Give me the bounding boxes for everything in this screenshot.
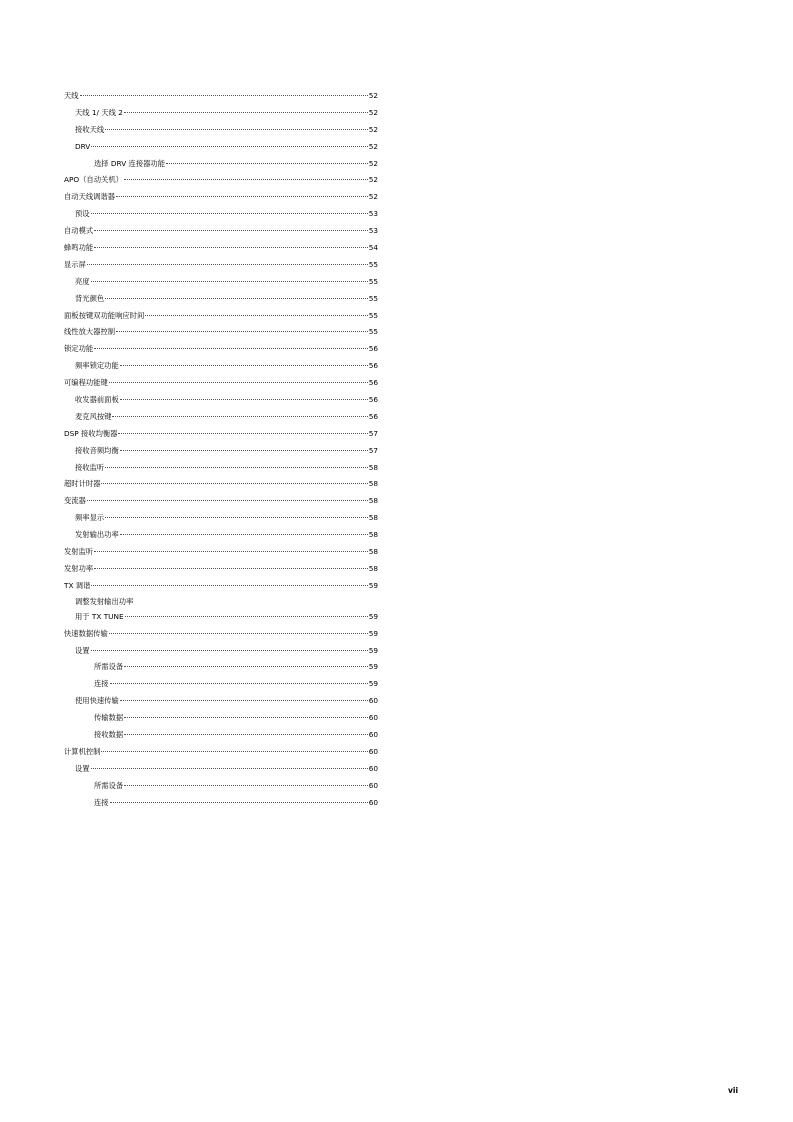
toc-dot-leader — [91, 768, 368, 769]
toc-dot-leader — [124, 179, 368, 180]
toc-entry[interactable] — [64, 510, 378, 527]
toc-entry-title: 天线 — [64, 91, 79, 100]
toc-entry-title: 快速数据传输 — [64, 628, 108, 638]
toc-entry-page: 55 — [368, 310, 378, 320]
toc-dot-leader — [124, 112, 368, 113]
toc-entry[interactable] — [64, 443, 378, 460]
toc-entry-page: 53 — [368, 226, 378, 236]
toc-entry-title: 接收监听 — [75, 462, 105, 472]
toc-entry-page: 56 — [368, 361, 378, 371]
toc-entry-page: 58 — [368, 462, 378, 472]
page-number: vii — [728, 1086, 739, 1095]
toc-entry[interactable] — [64, 308, 378, 325]
toc-entry[interactable] — [64, 676, 378, 693]
toc-entry-title: 计算机控制 — [64, 746, 101, 756]
toc-entry[interactable] — [64, 375, 378, 392]
toc-entry-page: 60 — [368, 797, 378, 807]
toc-entry-page: 52 — [368, 158, 378, 168]
toc-dot-leader — [101, 483, 367, 484]
toc-entry[interactable] — [64, 476, 378, 493]
toc-dot-leader — [91, 585, 367, 586]
toc-entry[interactable] — [64, 527, 378, 544]
toc-entry[interactable] — [64, 240, 378, 257]
toc-dot-leader — [145, 315, 367, 316]
toc-entry-title: 可编程功能键 — [64, 378, 108, 388]
toc-entry-page: 57 — [368, 445, 378, 455]
toc-entry-title: 传输数据 — [94, 713, 124, 723]
toc-entry-page: 56 — [368, 378, 378, 388]
toc-entry-page: 58 — [368, 547, 378, 557]
toc-entry-page: 57 — [368, 428, 378, 438]
toc-entry[interactable] — [64, 274, 378, 291]
toc-dot-leader — [118, 433, 367, 434]
toc-entry-page: 55 — [368, 327, 378, 337]
toc-entry-page: 60 — [368, 713, 378, 723]
toc-entry[interactable] — [64, 761, 378, 778]
toc-entry-page: 59 — [368, 611, 378, 621]
toc-entry-title: 收发器前面板 — [75, 395, 119, 405]
toc-entry-title: 天线 1/ 天线 2 — [75, 107, 123, 117]
toc-entry[interactable] — [64, 578, 378, 595]
toc-entry[interactable] — [64, 172, 378, 189]
toc-entry-page: 55 — [368, 259, 378, 269]
toc-dot-leader — [105, 129, 368, 130]
toc-dot-leader — [120, 365, 368, 366]
toc-entry-title: 亮度 — [75, 276, 90, 286]
toc-entry-page: 56 — [368, 395, 378, 405]
toc-entry-page: 52 — [368, 124, 378, 134]
toc-entry-page: 56 — [368, 411, 378, 421]
toc-entry[interactable] — [64, 626, 378, 643]
toc-dot-leader — [105, 517, 368, 518]
toc-entry-title: 使用快速传输 — [75, 696, 119, 706]
toc-entry-title: 自动天线调谐器 — [64, 192, 116, 202]
toc-dot-leader — [94, 247, 368, 248]
toc-entry[interactable] — [64, 358, 378, 375]
toc-entry-page: 60 — [368, 763, 378, 773]
toc-dot-leader — [124, 666, 368, 667]
toc-entry-title: 连接 — [94, 797, 109, 807]
toc-entry[interactable] — [64, 778, 378, 795]
toc-entry-title: 自动模式 — [64, 226, 94, 236]
toc-entry-page: 55 — [368, 276, 378, 286]
toc-entry-page: 58 — [368, 513, 378, 523]
toc-entry-title: DSP 接收均衡器 — [64, 428, 118, 438]
toc-entry[interactable] — [64, 544, 378, 561]
toc-entry[interactable] — [64, 409, 378, 426]
toc-entry-page: 60 — [368, 696, 378, 706]
toc-entry[interactable] — [64, 122, 378, 139]
toc-dot-leader — [94, 551, 368, 552]
toc-entry-page: 58 — [368, 563, 378, 573]
toc-entry[interactable] — [64, 223, 378, 240]
toc-entry-page: 52 — [368, 91, 378, 100]
toc-entry[interactable] — [64, 693, 378, 710]
toc-entry-title: 频率锁定功能 — [75, 361, 119, 371]
toc-entry-page: 52 — [368, 175, 378, 185]
toc-entry-page: 58 — [368, 496, 378, 506]
toc-entry[interactable] — [64, 659, 378, 676]
toc-entry-title: 发射输出功率 — [75, 530, 119, 540]
toc-entry-title: 接收数据 — [94, 729, 124, 739]
toc-entry-page: 52 — [368, 192, 378, 202]
toc-entry-title: 连接 — [94, 679, 109, 689]
toc-dot-leader — [87, 264, 368, 265]
toc-entry[interactable] — [64, 257, 378, 274]
toc-entry-page: 53 — [368, 209, 378, 219]
toc-entry[interactable] — [64, 609, 378, 626]
toc-entry-page: 59 — [368, 645, 378, 655]
toc-entry-title: 设置 — [75, 645, 90, 655]
toc-entry-page: 55 — [368, 293, 378, 303]
toc-entry-title: 麦克风按键 — [75, 411, 112, 421]
toc-dot-leader — [124, 717, 368, 718]
toc-dot-leader — [105, 467, 368, 468]
toc-dot-leader — [120, 399, 368, 400]
toc-entry-page: 58 — [368, 479, 378, 489]
toc-entry[interactable] — [64, 324, 378, 341]
toc-entry[interactable] — [64, 493, 378, 510]
toc-entry-page: 56 — [368, 344, 378, 354]
toc-dot-leader — [91, 281, 368, 282]
toc-entry-page: 52 — [368, 141, 378, 151]
toc-dot-leader — [91, 146, 367, 147]
toc-entry-page: 59 — [368, 628, 378, 638]
toc-entry[interactable] — [64, 595, 378, 609]
toc-dot-leader — [80, 95, 368, 96]
toc-dot-leader — [110, 683, 368, 684]
toc-dot-leader — [109, 633, 368, 634]
toc-entry-page: 52 — [368, 107, 378, 117]
toc-entry[interactable] — [64, 139, 378, 156]
toc-entry[interactable] — [64, 460, 378, 477]
toc-dot-leader — [166, 163, 368, 164]
toc-entry-title: 蜂鸣功能 — [64, 243, 94, 253]
toc-entry-title: 锁定功能 — [64, 344, 94, 354]
toc-entry-title: 发射监听 — [64, 547, 94, 557]
toc-entry[interactable] — [64, 744, 378, 761]
toc-entry-title: TX 调谐 — [64, 580, 91, 590]
toc-entry-page: 60 — [368, 780, 378, 790]
toc-dot-leader — [94, 568, 368, 569]
toc-entry[interactable] — [64, 643, 378, 660]
toc-entry-title: 预设 — [75, 209, 90, 219]
toc-dot-leader — [120, 450, 368, 451]
toc-entry[interactable] — [64, 710, 378, 727]
toc-dot-leader — [110, 802, 368, 803]
toc-dot-leader — [91, 650, 368, 651]
toc-entry-title: 接收天线 — [75, 124, 105, 134]
toc-entry-title: 选择 DRV 连接器功能 — [94, 158, 165, 168]
toc-dot-leader — [116, 196, 368, 197]
toc-entry[interactable] — [64, 392, 378, 409]
toc-entry[interactable] — [64, 88, 378, 105]
toc-entry-title: 显示屏 — [64, 259, 86, 269]
toc-entry-page: 59 — [368, 580, 378, 590]
toc-dot-leader — [124, 785, 368, 786]
toc-entry-page: 59 — [368, 662, 378, 672]
toc-entry-title: 调整发射输出功率 — [75, 596, 134, 606]
toc-entry-title: DRV — [75, 141, 91, 151]
toc-entry-page: 59 — [368, 679, 378, 689]
toc-entry-title: 所需设备 — [94, 662, 124, 672]
toc-dot-leader — [120, 534, 368, 535]
toc-dot-leader — [94, 348, 368, 349]
toc-dot-leader — [116, 331, 368, 332]
toc-entry[interactable] — [64, 561, 378, 578]
toc-entry-title: APO（自动关机） — [64, 175, 123, 185]
toc-entry-title: 线性放大器控制 — [64, 327, 116, 337]
toc-dot-leader — [94, 230, 368, 231]
toc-dot-leader — [124, 734, 368, 735]
toc-entry-title: 背光颜色 — [75, 293, 105, 303]
toc-entry[interactable] — [64, 189, 378, 206]
toc-entry-title: 发射功率 — [64, 563, 94, 573]
toc-entry[interactable] — [64, 341, 378, 358]
toc-entry-title: 变流器 — [64, 496, 86, 506]
toc-entry[interactable] — [64, 156, 378, 173]
toc-dot-leader — [91, 213, 368, 214]
table-of-contents — [64, 88, 378, 811]
toc-dot-leader — [109, 382, 368, 383]
toc-entry-title: 频率显示 — [75, 513, 105, 523]
toc-entry-page: 54 — [368, 243, 378, 253]
toc-dot-leader — [112, 416, 367, 417]
toc-entry-title: 面板按键双功能响应时间 — [64, 310, 145, 320]
toc-entry[interactable] — [64, 426, 378, 443]
toc-entry-title: 所需设备 — [94, 780, 124, 790]
toc-dot-leader — [125, 616, 368, 617]
toc-entry-title: 用于 TX TUNE — [75, 611, 124, 621]
toc-dot-leader — [120, 700, 368, 701]
toc-dot-leader — [105, 298, 368, 299]
toc-entry-title: 接收音频均衡 — [75, 445, 119, 455]
toc-entry[interactable] — [64, 795, 378, 812]
toc-dot-leader — [101, 751, 367, 752]
toc-entry-page: 60 — [368, 729, 378, 739]
toc-entry-page: 60 — [368, 746, 378, 756]
toc-entry-page: 58 — [368, 530, 378, 540]
toc-dot-leader — [87, 500, 368, 501]
toc-entry[interactable] — [64, 105, 378, 122]
toc-entry[interactable] — [64, 206, 378, 223]
toc-entry[interactable] — [64, 727, 378, 744]
toc-entry[interactable] — [64, 291, 378, 308]
toc-entry-title: 超时计时器 — [64, 479, 101, 489]
toc-entry-title: 设置 — [75, 763, 90, 773]
